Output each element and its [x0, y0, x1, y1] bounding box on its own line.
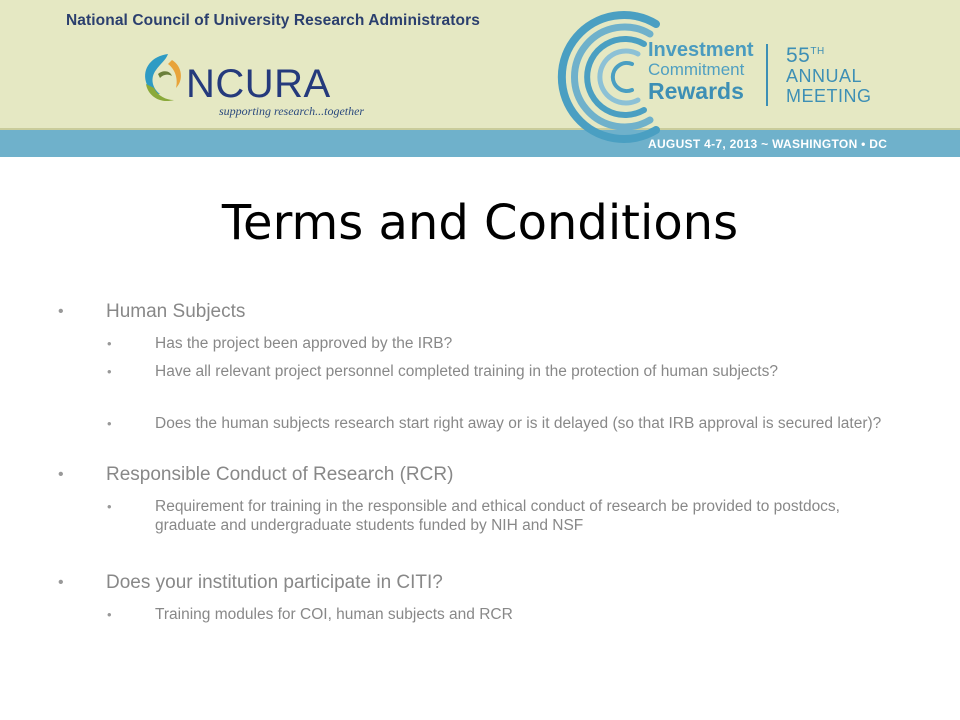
- theme-investment: Investment: [648, 39, 754, 61]
- theme-commitment: Commitment: [648, 60, 745, 79]
- theme-rewards: Rewards: [648, 77, 744, 104]
- meeting-theme: [648, 40, 754, 103]
- sub-bullet-training-modules: • Training modules for COI, human subjects and RCR: [155, 605, 905, 624]
- meeting-meeting: MEETING: [786, 85, 872, 106]
- ncura-logo-text: NCURA: [186, 62, 331, 106]
- ncura-tagline: supporting research...together: [219, 104, 365, 118]
- meeting-number-suffix: TH: [810, 46, 825, 57]
- organization-name: National Council of University Research Administrators: [66, 12, 480, 29]
- ncura-swirl-logo-icon: [138, 50, 186, 108]
- sub-bullet-rcr-requirement: • Requirement for training in the responsible and ethical conduct of research be provided to postdocs, graduate and undergraduate students funded by NIH and NSF: [155, 497, 905, 535]
- annual-meeting-label: [786, 44, 872, 107]
- sub-bullet-irb-approval: • Has the project been approved by the IRB?: [155, 334, 905, 353]
- header-banner: [0, 0, 960, 157]
- sub-bullet-personnel-training: • Have all relevant project personnel completed training in the protection of human subjects?: [155, 362, 905, 381]
- sub-bullet-research-start: • Does the human subjects research start right away or is it delayed (so that IRB approval is secured later)?: [155, 414, 905, 433]
- meeting-number: 55: [786, 44, 811, 67]
- meeting-annual: ANNUAL: [786, 66, 863, 87]
- bullet-human-subjects: • Human Subjects: [106, 301, 245, 323]
- meeting-dateline: AUGUST 4-7, 2013 ~ WASHINGTON • DC: [648, 137, 888, 151]
- bullet-rcr: • Responsible Conduct of Research (RCR): [106, 464, 453, 486]
- slide-title: Terms and Conditions: [221, 195, 739, 251]
- banner-divider: [766, 44, 768, 106]
- bullet-citi: • Does your institution participate in CITI?: [106, 572, 443, 594]
